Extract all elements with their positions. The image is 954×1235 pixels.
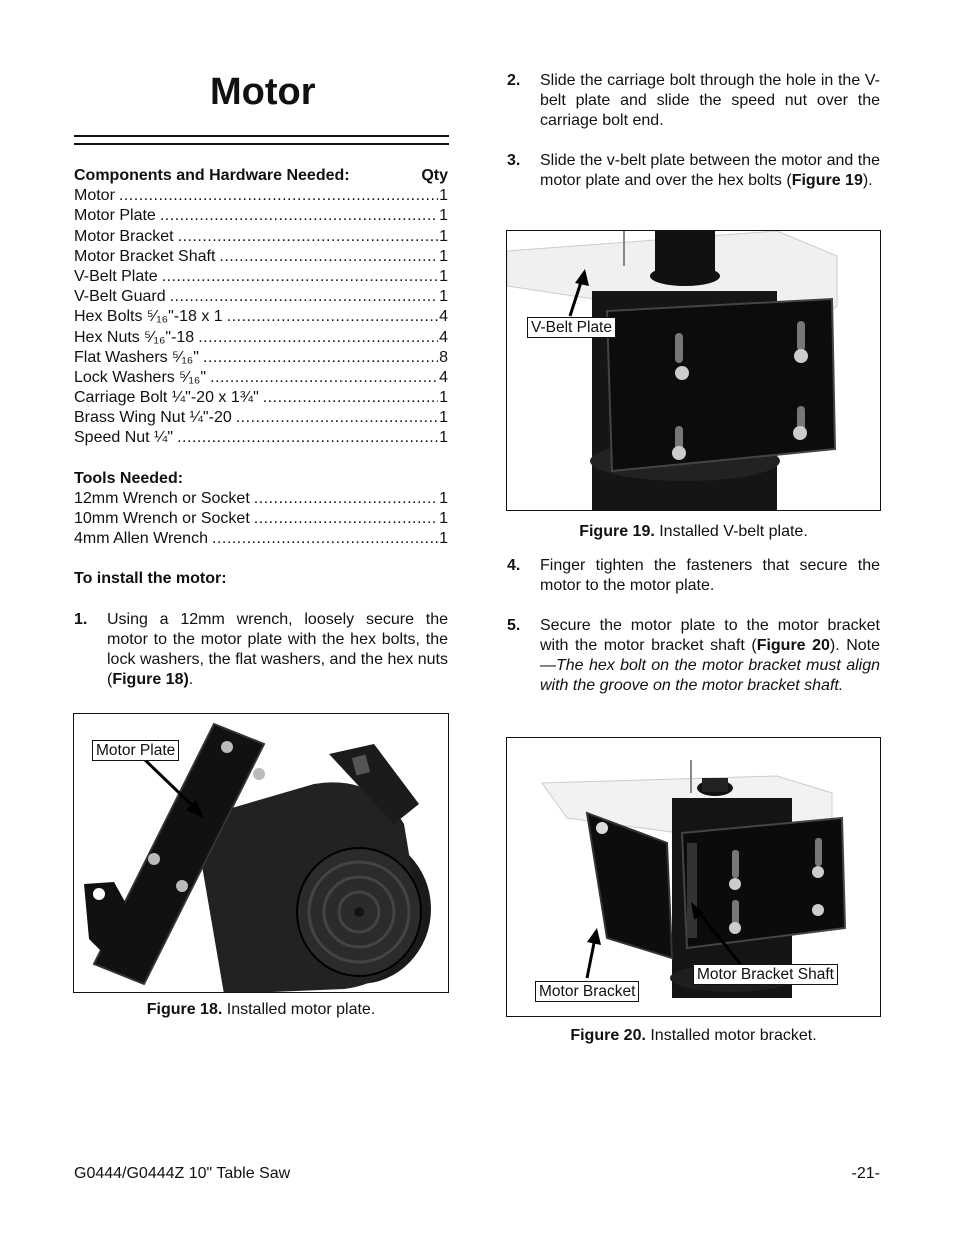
list-item: Hex Bolts ⁵⁄₁₆"-18 x 1 ..... 4 [74,307,448,327]
figure-20-image [506,737,881,1017]
list-item: Hex Nuts ⁵⁄₁₆"-18 ..... 4 [74,328,448,348]
list-item: Motor ..... 1 [74,186,448,206]
figure-18-caption: Figure 18. Installed motor plate. [146,1001,376,1018]
step-4: 4. Finger tighten the fasteners that secure the motor to the motor plate. [507,557,880,594]
tools-heading: Tools Needed: [74,469,184,487]
figure-18-image [73,713,449,993]
footer-model: G0444/G0444Z 10" Table Saw [74,1165,291,1182]
step-1: 1. Using a 12mm wrench, loosely secure the motor to the motor plate with the hex bolts, the lock washers, the flat washers, and the hex nuts (Figure 18). [74,610,448,688]
figure-19-image [506,230,881,511]
list-item: Speed Nut ¼" ..... 1 [74,428,448,448]
list-item: Brass Wing Nut ¼"-20 ..... 1 [74,408,448,428]
list-item: V-Belt Plate ..... 1 [74,267,448,287]
title-rule-top [74,135,449,137]
title-rule-bottom [74,143,449,145]
components-list [74,186,448,448]
list-item: 10mm Wrench or Socket ..... 1 [74,509,448,529]
list-item: Motor Bracket Shaft ..... 1 [74,247,448,267]
v-belt-plate-callout: V-Belt Plate [527,317,616,338]
page-title: Motor [210,71,316,113]
footer-page-number: -21- [851,1165,880,1182]
figure-20-caption: Figure 20. Installed motor bracket. [570,1027,817,1044]
figure-19-caption: Figure 19. Installed V-belt plate. [579,523,808,540]
right-column [507,71,880,191]
install-heading: To install the motor: [74,570,227,588]
tools-list [74,489,448,550]
list-item: Flat Washers ⁵⁄₁₆" ..... 8 [74,348,448,368]
step-2: 2. Slide the carriage bolt through the hole in the V-belt plate and slide the speed nut over the carriage bolt end. [507,72,880,129]
components-heading: Components and Hardware Needed: [74,167,350,184]
list-item: 4mm Allen Wrench ..... 1 [74,529,448,549]
left-column [74,166,448,690]
list-item: Motor Bracket ..... 1 [74,227,448,247]
v-belt-plate-photo [507,231,881,511]
list-item: Motor Plate ..... 1 [74,206,448,226]
step-5: 5. Secure the motor plate to the motor bracket with the motor bracket shaft (Figure 20). Note—The hex bolt on the motor bracket must align with the groove on the motor bracket shaft. [507,617,881,694]
list-item: 12mm Wrench or Socket ..... 1 [74,489,448,509]
motor-bracket-shaft-callout: Motor Bracket Shaft [693,964,838,985]
list-item: Lock Washers ⁵⁄₁₆" ..... 4 [74,368,448,388]
step-3: 3. Slide the v-belt plate between the motor and the motor plate and over the hex bolts (Figure 19). [507,152,880,189]
right-column-lower [507,556,880,696]
list-item: Carriage Bolt ¼"-20 x 1¾" ..... 1 [74,388,448,408]
components-header [74,166,448,186]
qty-heading: Qty [421,167,448,184]
motor-plate-callout: Motor Plate [92,740,179,761]
motor-bracket-callout: Motor Bracket [535,981,639,1002]
list-item: V-Belt Guard ..... 1 [74,287,448,307]
